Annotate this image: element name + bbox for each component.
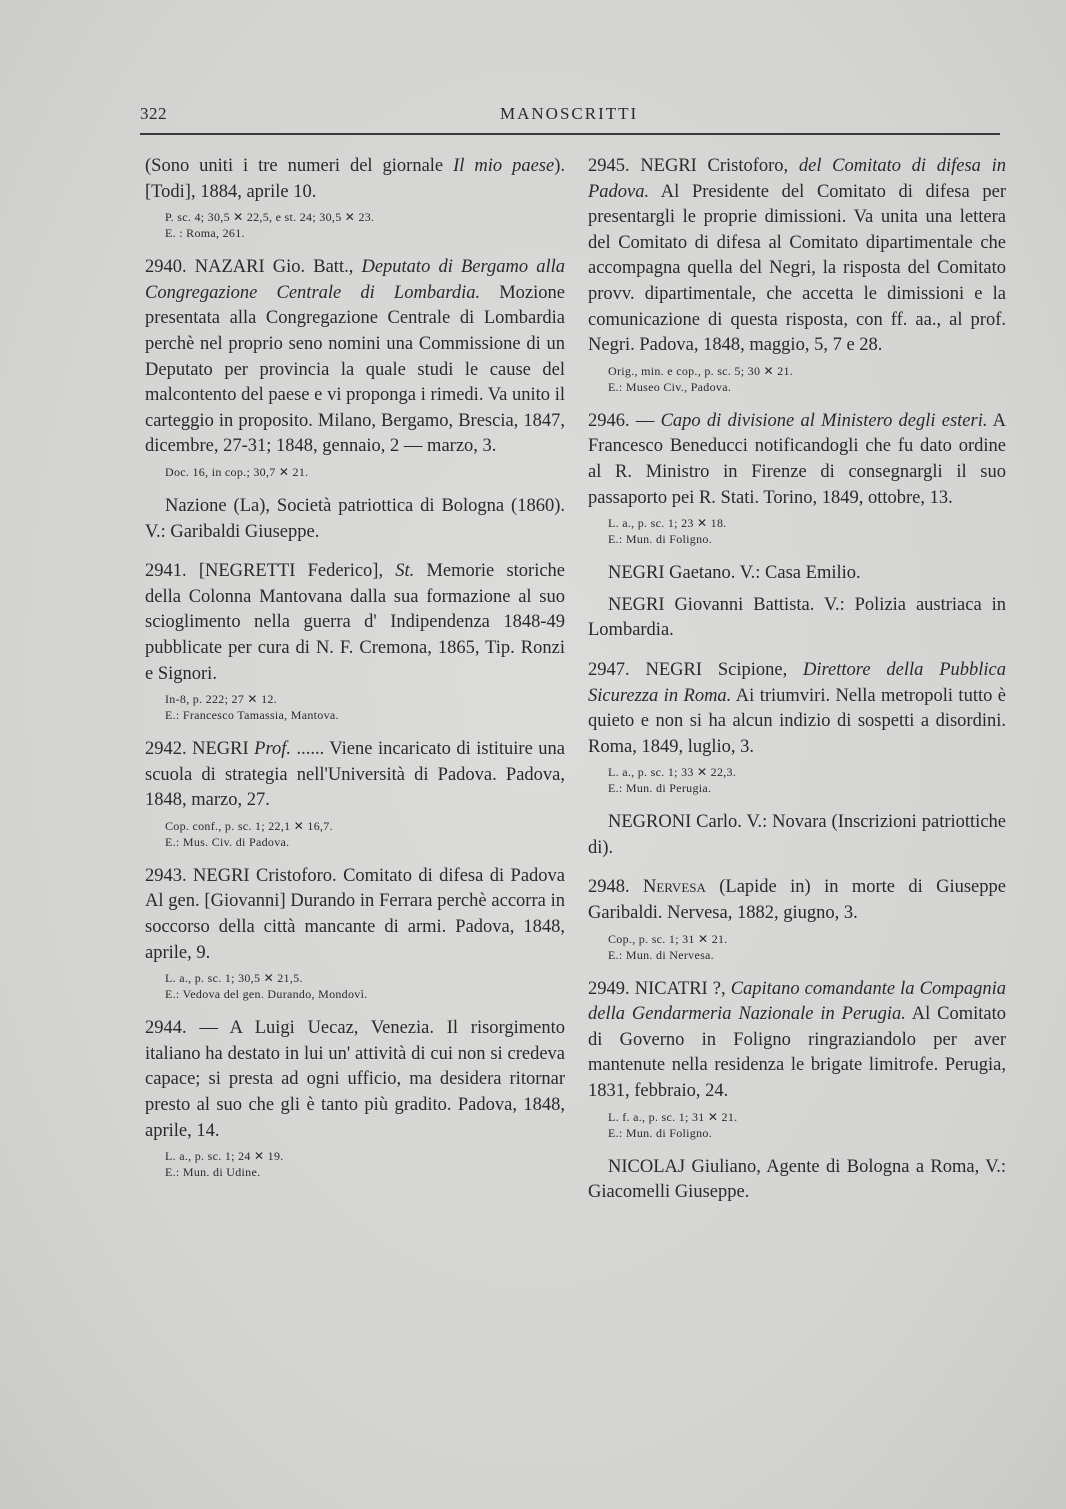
entry-description: L. a., p. sc. 1; 30,5 ✕ 21,5. [165,971,303,986]
entry-owner: E.: Mun. di Perugia. [608,781,712,796]
entry-description: Doc. 16, in cop.; 30,7 ✕ 21. [165,464,309,479]
cross-reference: NICOLAJ Giuliano, Agente di Bologna a Roma, V.: Giacomelli Giuseppe. [588,1156,1006,1203]
catalog-entry: 2947. NEGRI Scipione, Direttore della Pubblica Sicurezza in Roma. Ai triumviri. Nella metropoli tutto è quieto e non si ha alcun indizio di sospetti a disordini. Roma, 1849, luglio, 3. L. a., p. sc. 1; 33 ✕ 22,3. E.: Mun. di Perugia. [588,659,1007,796]
entry-number: 2947. [588,659,630,680]
entry-owner: E.: Mus. Civ. di Padova. [165,834,290,849]
catalog-entry: 2942. NEGRI Prof. ...... Viene incaricato di istituire una scuola di strategia nell'Università di Padova. Padova, 1848, marzo, 27. Cop. conf., p. sc. 1; 22,1 ✕ 16,7. E.: Mus. Civ. di Padova. [145,739,566,849]
running-head: MANOSCRITTI [500,104,639,123]
entry-description: Cop. conf., p. sc. 1; 22,1 ✕ 16,7. [165,818,333,833]
entry-number: 2943. [145,865,187,886]
entry-description: L. a., p. sc. 1; 23 ✕ 18. [608,516,727,531]
catalog-entry: (Sono uniti i tre numeri del giornale Il mio paese). [Todi], 1884, aprile 10. P. sc. 4; 30,5 ✕ 22,5, e st. 24; 30,5 ✕ 23. E. : Roma, 261. [145,156,565,241]
catalog-entry: 2946. — Capo di divisione al Ministero degli esteri. A Francesco Beneducci notificandogli che fu dato ordine al R. Ministro in Firenze di consegnargli il suo passaporto pei R. Stati. Torino, 1849, ottobre, 13. L. a., p. sc. 1; 23 ✕ 18. E.: Mun. di Foligno. [588,410,1007,547]
catalog-entry: 2949. NICATRI ?, Capitano comandante la Compagnia della Gendarmeria Nazionale in Perugia. Al Comitato di Governo in Foligno ringraziandolo per aver mantenute nella residenza le brigate limitrofe. Perugia, 1831, febbraio, 24. L. f. a., p. sc. 1; 31 ✕ 21. E.: Mun. di Foligno. [588,978,1006,1140]
left-column [145,154,565,1194]
entry-description: P. sc. 4; 30,5 ✕ 22,5, e st. 24; 30,5 ✕ 23. [165,210,375,225]
entry-number: 2945. [588,156,630,176]
page-number: 322 [140,104,167,123]
entry-owner: E.: Vedova del gen. Durando, Mondovì. [165,987,368,1002]
catalog-entry: 2945. NEGRI Cristoforo, del Comitato di difesa in Padova. Al Presidente del Comitato di difesa per presentargli le proprie dimissioni. Va unita una lettera del Comitato di difesa al Comitato dipartimentale che accompagna quella del Negri, la risposta del Comitato provv. dipartimentale, che accetta le dimissioni e la comunicazione di questa risposta, con ff. aa., al prof. Negri. Padova, 1848, maggio, 5, 7 e 28. Orig., min. e cop., p. sc. 5; 30 ✕ 21. E.: Museo Civ., Padova. [588,156,1006,394]
catalog-entry: 2948. Nervesa (Lapide in) in morte di Giuseppe Garibaldi. Nervesa, 1882, giugno, 3. Cop., p. sc. 1; 31 ✕ 21. E.: Mun. di Nervesa. [588,877,1006,962]
entry-owner: E.: Mun. di Nervesa. [608,947,714,962]
entry-description: Cop., p. sc. 1; 31 ✕ 21. [608,931,728,946]
catalog-entry: 2943. NEGRI Cristoforo. Comitato di difesa di Padova Al gen. [Giovanni] Durando in Ferrara perchè accorra in soccorso della città mancante di armi. Padova, 1848, aprile, 9. L. a., p. sc. 1; 30,5 ✕ 21,5. E.: Vedova del gen. Durando, Mondovì. [145,865,566,1002]
right-column [588,154,1006,1220]
entry-description: In-8, p. 222; 27 ✕ 12. [165,692,277,707]
entry-number: 2941. [145,561,187,582]
entry-owner: E. : Roma, 261. [165,226,245,241]
entry-owner: E.: Mun. di Foligno. [608,1125,713,1140]
cross-reference: Nazione (La), Società patriottica di Bologna (1860). V.: Garibaldi Giuseppe. [145,495,565,542]
cross-reference: NEGRI Giovanni Battista. V.: Polizia austriaca in Lombardia. [588,594,1006,641]
entry-owner: E.: Mun. di Udine. [165,1165,261,1180]
entry-description: L. a., p. sc. 1; 24 ✕ 19. [165,1149,284,1164]
entry-description: L. a., p. sc. 1; 33 ✕ 22,3. [608,765,737,780]
entry-description: L. f. a., p. sc. 1; 31 ✕ 21. [608,1109,738,1124]
cross-reference: NEGRI Gaetano. V.: Casa Emilio. [608,563,861,584]
entry-number: 2942. [145,739,187,760]
page-header [140,98,1000,128]
entry-owner: E.: Francesco Tamassia, Mantova. [165,708,339,723]
catalog-entry: 2944. — A Luigi Uecaz, Venezia. Il risorgimento italiano ha destato in lui un' attività di cui non si credeva capace; si presta ad ogni ufficio, ma desidera ritornar presto al suo che gli è tanto più gradito. Padova, 1848, aprile, 14. L. a., p. sc. 1; 24 ✕ 19. E.: Mun. di Udine. [145,1018,566,1180]
entry-description: Orig., min. e cop., p. sc. 5; 30 ✕ 21. [608,363,794,378]
entry-owner: E.: Museo Civ., Padova. [608,379,732,394]
header-rule [140,133,1000,135]
entry-number: 2940. [145,257,187,278]
entry-number: 2944. [145,1018,187,1039]
entry-number: 2949. [588,978,630,999]
entry-number: 2948. [588,877,630,898]
entry-number: 2946. [588,410,630,431]
catalog-entry: 2941. [NEGRETTI Federico], St. Memorie storiche della Colonna Mantovana dalla sua formazione al suo scioglimento nella guerra d' Indipendenza 1848-49 pubblicate per cura di N. F. Cremona, 1865, Tip. Ronzi e Signori. In-8, p. 222; 27 ✕ 12. E.: Francesco Tamassia, Mantova. [145,561,566,723]
catalog-entry: 2940. NAZARI Gio. Batt., Deputato di Bergamo alla Congregazione Centrale di Lombardia. Mozione presentata alla Congregazione Centrale di Lombardia perchè nel proprio seno nomini una Commissione di un Deputato per provincia la quale studi le cause del malcontento del paese e vi proponga i rimedi. Va unito il carteggio in proposito. Milano, Bergamo, Brescia, 1847, dicembre, 27-31; 1848, gennaio, 2 — marzo, 3. Doc. 16, in cop.; 30,7 ✕ 21. [145,257,565,479]
entry-owner: E.: Mun. di Foligno. [608,532,713,547]
cross-reference: NEGRONI Carlo. V.: Novara (Inscrizioni patriottiche di). [588,812,1006,858]
